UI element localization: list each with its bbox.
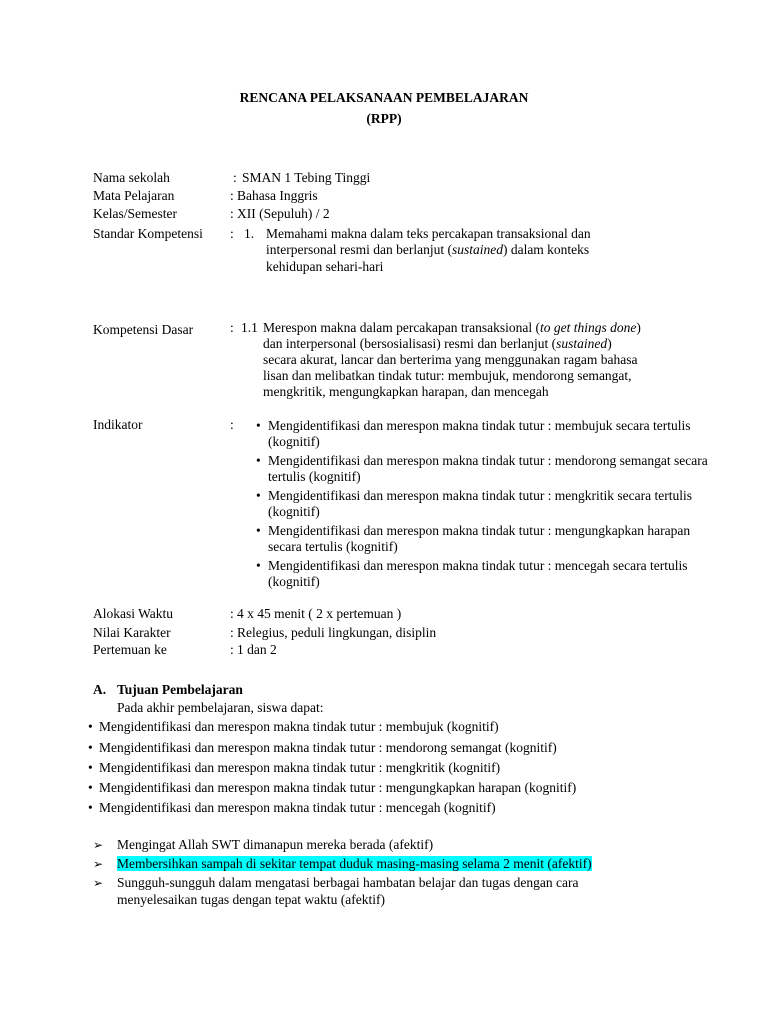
affective-item-3-line-1: Sungguh-sungguh dalam mengatasi berbagai hambatan belajar dan tugas dengan cara: [117, 875, 579, 890]
field-colon: :: [230, 188, 234, 203]
standard-line-1: Memahami makna dalam teks percakapan transaksional dan: [266, 226, 591, 241]
standard-line-3: kehidupan sehari-hari: [266, 259, 384, 274]
affective-item-1: Mengingat Allah SWT dimanapun mereka berada (afektif): [117, 837, 434, 852]
indicator-item-1-line-2: (kognitif): [268, 434, 320, 449]
objective-item-3: Mengidentifikasi dan merespon makna tindak tutur : mengkritik (kognitif): [99, 760, 501, 775]
field-label-subject: Mata Pelajaran: [93, 188, 175, 203]
field-label-school: Nama sekolah: [93, 170, 170, 185]
indicator-item-3-line-1: Mengidentifikasi dan merespon makna tindak tutur : mengkritik secara tertulis: [268, 488, 693, 503]
field-colon: :: [230, 320, 234, 335]
bullet-icon: •: [256, 453, 261, 468]
field-label-class: Kelas/Semester: [93, 206, 177, 221]
objective-item-2: Mengidentifikasi dan merespon makna tindak tutur : mendorong semangat (kognitif): [99, 740, 557, 755]
affective-item-2: [117, 856, 592, 872]
bullet-icon: •: [256, 488, 261, 503]
section-a-heading: Tujuan Pembelajaran: [117, 682, 243, 697]
indicator-item-4-line-1: Mengidentifikasi dan merespon makna tindak tutur : mengungkapkan harapan: [268, 523, 691, 538]
field-value-school: SMAN 1 Tebing Tinggi: [242, 170, 371, 185]
indicator-item-4-line-2: secara tertulis (kognitif): [268, 539, 398, 554]
field-label-meeting: Pertemuan ke: [93, 642, 167, 657]
field-colon: :: [230, 417, 234, 432]
bullet-icon: •: [88, 780, 93, 795]
indicator-item-3-line-2: (kognitif): [268, 504, 320, 519]
doc-title: RENCANA PELAKSANAAN PEMBELAJARAN: [239, 90, 529, 105]
field-label-character: Nilai Karakter: [93, 625, 171, 640]
field-label-time: Alokasi Waktu: [93, 606, 174, 621]
bullet-icon: •: [88, 740, 93, 755]
objective-item-5: Mengidentifikasi dan merespon makna tindak tutur : mencegah (kognitif): [99, 800, 496, 815]
section-a-marker: A.: [93, 682, 107, 697]
field-colon: :: [233, 170, 237, 185]
arrow-bullet-icon: ➢: [93, 857, 104, 871]
field-value-time: 4 x 45 menit ( 2 x pertemuan ): [237, 606, 402, 621]
kd-line-1: Merespon makna dalam percakapan transaksional (to get things done): [263, 320, 641, 335]
field-colon: :: [230, 642, 234, 657]
standard-number: 1.: [244, 226, 255, 241]
highlighted-text: Membersihkan sampah di sekitar tempat duduk masing-masing selama 2 menit (afektif): [117, 856, 592, 871]
field-label-standard: Standar Kompetensi: [93, 226, 203, 241]
affective-item-3-line-2: menyelesaikan tugas dengan tepat waktu (afektif): [117, 892, 386, 907]
field-colon: :: [230, 606, 234, 621]
objective-item-1: Mengidentifikasi dan merespon makna tindak tutur : membujuk (kognitif): [99, 719, 499, 734]
kd-line-5: mengkritik, mengungkapkan harapan, dan mencegah: [263, 384, 549, 399]
field-value-subject: Bahasa Inggris: [237, 188, 318, 203]
arrow-bullet-icon: ➢: [93, 876, 104, 890]
field-colon: :: [230, 226, 234, 241]
standard-line-2: interpersonal resmi dan berlanjut (sustained) dalam konteks: [266, 242, 590, 257]
indicator-item-1-line-1: Mengidentifikasi dan merespon makna tindak tutur : membujuk secara tertulis: [268, 418, 691, 433]
indicator-item-2-line-1: Mengidentifikasi dan merespon makna tindak tutur : mendorong semangat secara: [268, 453, 708, 468]
bullet-icon: •: [256, 523, 261, 538]
kd-number: 1.1: [241, 320, 258, 335]
kd-line-3: secara akurat, lancar dan berterima yang menggunakan ragam bahasa: [263, 352, 638, 367]
field-label-basic-competence: Kompetensi Dasar: [93, 322, 194, 337]
bullet-icon: •: [88, 800, 93, 815]
indicator-item-5-line-2: (kognitif): [268, 574, 320, 589]
doc-subtitle: (RPP): [366, 111, 402, 126]
arrow-bullet-icon: ➢: [93, 838, 104, 852]
section-a-intro: Pada akhir pembelajaran, siswa dapat:: [117, 700, 324, 715]
bullet-icon: •: [88, 760, 93, 775]
indicator-item-2-line-2: tertulis (kognitif): [268, 469, 361, 484]
field-value-character: Relegius, peduli lingkungan, disiplin: [237, 625, 437, 640]
field-value-meeting: 1 dan 2: [237, 642, 277, 657]
kd-line-4: lisan dan melibatkan tindak tutur: membujuk, mendorong semangat,: [263, 368, 632, 383]
field-colon: :: [230, 206, 234, 221]
bullet-icon: •: [256, 418, 261, 433]
objective-item-4: Mengidentifikasi dan merespon makna tindak tutur : mengungkapkan harapan (kognitif): [99, 780, 577, 795]
bullet-icon: •: [256, 558, 261, 573]
indicator-item-5-line-1: Mengidentifikasi dan merespon makna tindak tutur : mencegah secara tertulis: [268, 558, 688, 573]
bullet-icon: •: [88, 719, 93, 734]
field-value-class: XII (Sepuluh) / 2: [237, 206, 330, 221]
field-label-indicator: Indikator: [93, 417, 143, 432]
kd-line-2: dan interpersonal (bersosialisasi) resmi dan berlanjut (sustained): [263, 336, 612, 351]
field-colon: :: [230, 625, 234, 640]
